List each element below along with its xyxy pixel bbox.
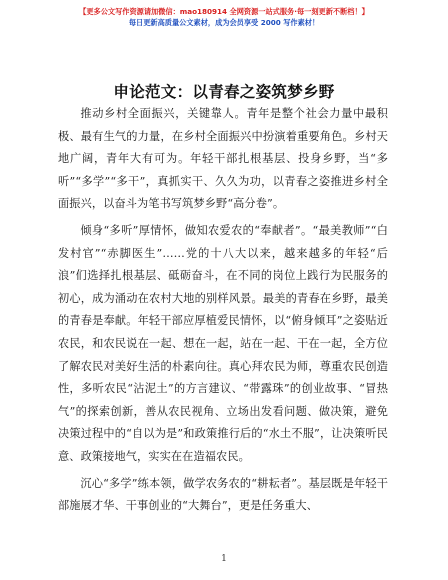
promo-banner-line-2: 每日更新高质量公文素材，成为会员享受 2000 写作素材！ [128,18,320,27]
page-number: 1 [221,554,227,564]
document-title: 申论范文：以青春之姿筑梦乡野 [113,83,335,101]
paragraph-listen: 倾身“多听”厚情怀，做知农爱农的“奉献者”。“最美教师”“白发村官”“赤脚医生”……党的十八大以来，越来越多的年轻“后浪”们选择扎根基层、砥砺奋斗，在不同的岗位上践行为民服务的初心，成为涌动在农村大地的别样风景。最美的青春在乡野，最美的青春是奉献。年轻干部应厚植爱民情怀，以“俯身倾耳”之姿贴近农民，和农民说在一起、想在一起，站在一起、干在一起，全方位了解农民对美好生活的朴素向往。真心拜农民为师，尊重农民创造性，多听农民“沾泥土”的方言建议、“带露珠”的创业故事、“冒热气”的探索创新，善从农民视角、立场出发看问题、做决策，避免决策过程中的“自以为是”和政策推行后的“水土不服”，让决策听民意、政策接地气，实实在在造福农民。 [58,223,388,463]
promo-banner [0,6,448,28]
promo-banner-line-1: 【更多公文写作资源请加微信：mao180914 全网资源一站式服务·每一刻更新不断档！】 [79,7,369,16]
paragraph-intro: 推动乡村全面振兴，关键靠人。青年是整个社会力量中最积极、最有生气的力量，在乡村全面振兴中扮演着重要角色。乡村天地广阔，青年大有可为。年轻干部扎根基层、投身乡野，当“多听”“多学”“多干”，真抓实干、久久为功，以青春之姿推进乡村全面振兴，以奋斗为笔书写筑梦乡野“高分卷”。 [58,107,388,211]
document-body [58,103,388,522]
paragraph-learn: 沉心“多学”练本领，做学农务农的“耕耘者”。基层既是年轻干部施展才华、干事创业的“大舞台”，更是任务重大、 [58,476,388,513]
